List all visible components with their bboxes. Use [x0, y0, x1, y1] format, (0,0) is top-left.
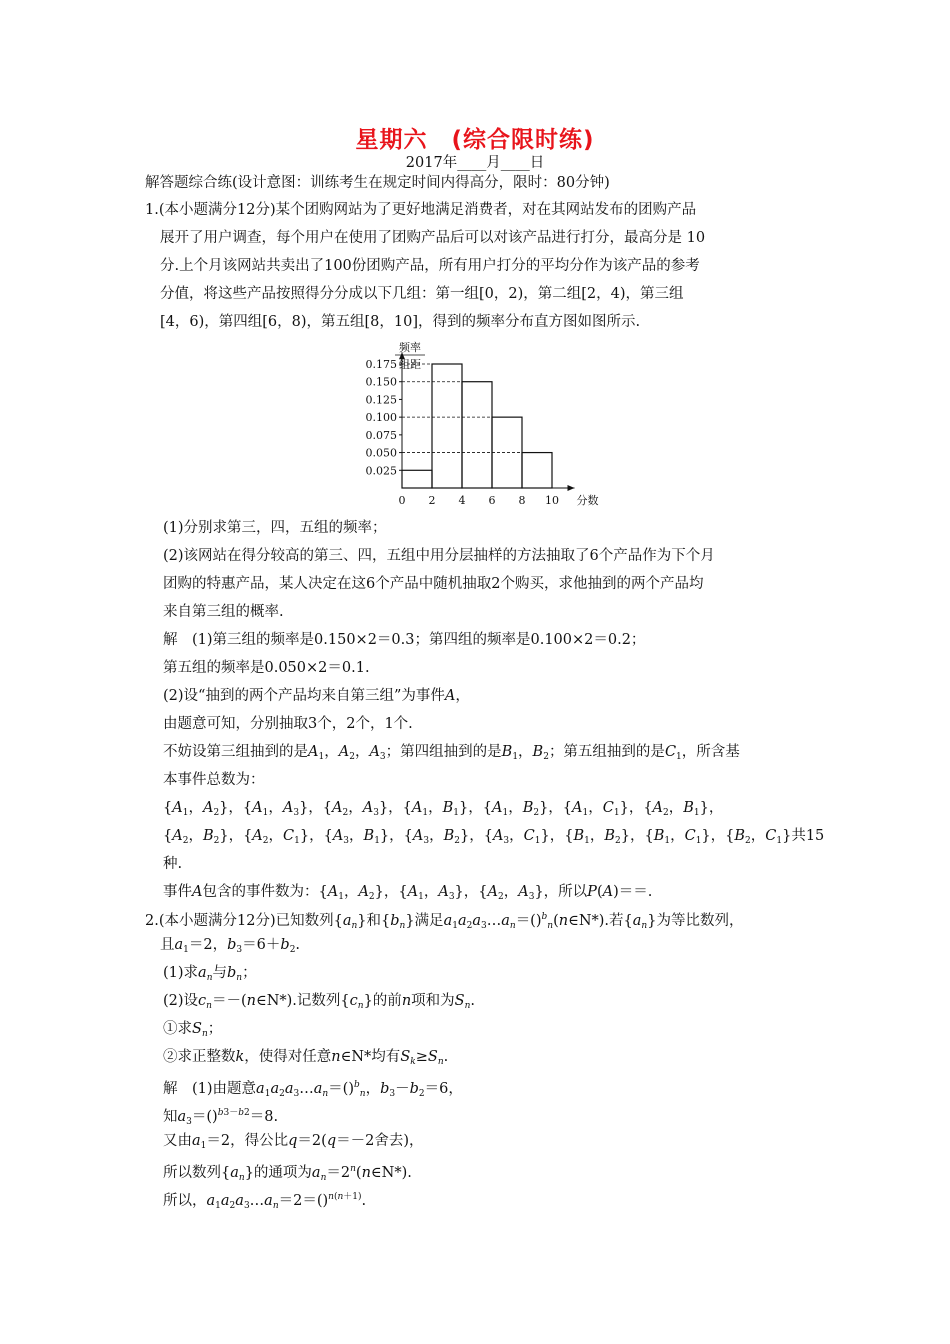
histogram-bar — [462, 382, 492, 488]
question2-1: (1)求$a_n$与$b_n$； — [163, 965, 257, 983]
question1-2-line1: (2)该网站在得分较高的第三、四，五组中用分层抽样的方法抽取了6个产品作为下个月 — [163, 548, 715, 564]
y-tick-label: 0.150 — [365, 375, 397, 389]
solution1-line3: (2)设“抽到的两个产品均来自第三组”为事件A， — [163, 688, 470, 704]
problem1-line2: 展开了用户调查，每个用户在使用了团购产品后可以对该产品进行打分，最高分是 10 — [160, 230, 706, 246]
question1-1: (1)分别求第三，四，五组的频率； — [163, 520, 387, 536]
intro-text: 解答题综合练(设计意图：训练考生在规定时间内得高分，限时：80分钟) — [145, 175, 610, 191]
question1-2-line2: 团购的特惠产品，某人决定在这6个产品中随机抽取2个购买，求他抽到的两个产品均 — [163, 576, 704, 592]
y-axis-label-top: 频率 — [399, 341, 421, 354]
x-tick-label: 0 — [398, 494, 406, 507]
solution2-line2: 知$a_3=()^{b3-b2}=8$. — [163, 1108, 279, 1127]
y-tick-label: 0.075 — [365, 428, 397, 442]
solution1-events-row1: {$A_1$，$A_2$}，{$A_1$，$A_3$}，{$A_2$，$A_3$}，{$A_1$，$B_1$}，{$A_1$，$B_2$}，{$A_1$，$C_1$}，{$A_2$，$B_1$}， — [163, 800, 724, 818]
x-tick-label: 10 — [545, 494, 559, 507]
page-title: 星期六 (综合限时练) — [355, 127, 595, 153]
y-tick-label: 0.125 — [365, 393, 397, 407]
solution2-line3: 又由$a_1=2$，得公比q＝2(q＝－2舍去)， — [163, 1133, 424, 1151]
solution1-events-row2: {$A_2$，$B_2$}，{$A_2$，$C_1$}，{$A_3$，$B_1$}，{$A_3$，$B_2$}，{$A_3$，$C_1$}，{$B_1$，$B_2$}，{$B_1$，$C_1$}，{$B_2$，$C_1$}共15 — [163, 828, 825, 846]
solution1-line4: 由题意可知，分别抽取3个，2个，1个. — [163, 716, 413, 732]
histogram-bar — [522, 453, 552, 488]
problem1-line4: 分值，将这些产品按照得分分成以下几组：第一组[0，2)，第二组[2，4)，第三组 — [160, 286, 684, 302]
question2-2-1: ①求$S_n$； — [163, 1021, 223, 1039]
y-tick-label: 0.050 — [365, 446, 397, 460]
y-tick-label: 0.100 — [365, 411, 397, 425]
y-axis-label-bottom: 组距 — [399, 358, 421, 371]
solution1-line10: 事件A包含的事件数为：{$A_1$，$A_2$}，{$A_1$，$A_3$}，{$A_2$，$A_3$}，所以P(A)＝＝. — [163, 884, 653, 902]
solution1-line2: 第五组的频率是0.050×2＝0.1. — [163, 660, 370, 676]
solution1-line5: 不妨设第三组抽到的是$A_1$，$A_2$，$A_3$；第四组抽到的是$B_1$，$B_2$；第五组抽到的是$C_1$，所含基 — [163, 744, 740, 762]
histogram-bar — [432, 364, 462, 488]
y-tick-label: 0.025 — [365, 464, 397, 478]
solution2-line1: 解 (1)由题意$a_1a_2a_3\dots a_n=()^b_n$，$b_3-b_2=6$， — [163, 1080, 463, 1099]
histogram-chart — [360, 338, 600, 510]
solution1-line6: 本事件总数为： — [163, 772, 265, 788]
problem2-line1: 2.(本小题满分12分)已知数列$\{a_n\}$和$\{b_n\}$满足$a_1a_2a_3\dots a_n=()^b_n(n\in N*)$.若$\{a_n\}$为等比数列， — [145, 912, 744, 931]
problem1-line5: [4，6)，第四组[6，8)，第五组[8，10]，得到的频率分布直方图如图所示. — [160, 314, 641, 330]
question2-2: (2)设$c_n=-(n\in N*)$.记数列$\{c_n\}$的前n项和为$S_n$. — [163, 993, 475, 1011]
solution2-line5: 所以，$a_1a_2a_3\dots a_n=2=()^{n(n+1)}$. — [163, 1192, 367, 1211]
problem2-line2: 且$a_1=2$，$b_3=6+b_2$. — [160, 937, 301, 955]
x-tick-label: 8 — [518, 494, 526, 507]
solution1-line9: 种. — [163, 856, 183, 872]
x-axis-arrow — [568, 485, 575, 491]
date-line: 2017年____月____日 — [405, 155, 545, 171]
histogram-bar — [402, 470, 432, 488]
histogram-layer — [366, 340, 599, 507]
y-tick-label: 0.175 — [365, 358, 397, 371]
question1-2-line3: 来自第三组的概率. — [163, 604, 284, 620]
problem1-line3: 分.上个月该网站共卖出了100份团购产品，所有用户打分的平均分作为该产品的参考 — [160, 258, 700, 274]
x-tick-label: 4 — [458, 494, 466, 507]
x-tick-label: 6 — [488, 494, 496, 507]
solution2-line4: 所以数列$\{a_n\}$的通项为$a_n=2^n(n\in N*)$. — [163, 1164, 412, 1183]
problem1-line1: 1.(本小题满分12分)某个团购网站为了更好地满足消费者，对在其网站发布的团购产品 — [145, 202, 697, 218]
solution1-line1: 解 (1)第三组的频率是0.150×2＝0.3；第四组的频率是0.100×2＝0.2； — [163, 632, 646, 648]
x-tick-label: 2 — [428, 494, 436, 507]
x-axis-label: 分数 — [576, 494, 599, 507]
question2-2-2: ②求正整数k，使得对任意n∈N*均有$S_k\ge S_n$. — [163, 1049, 449, 1067]
